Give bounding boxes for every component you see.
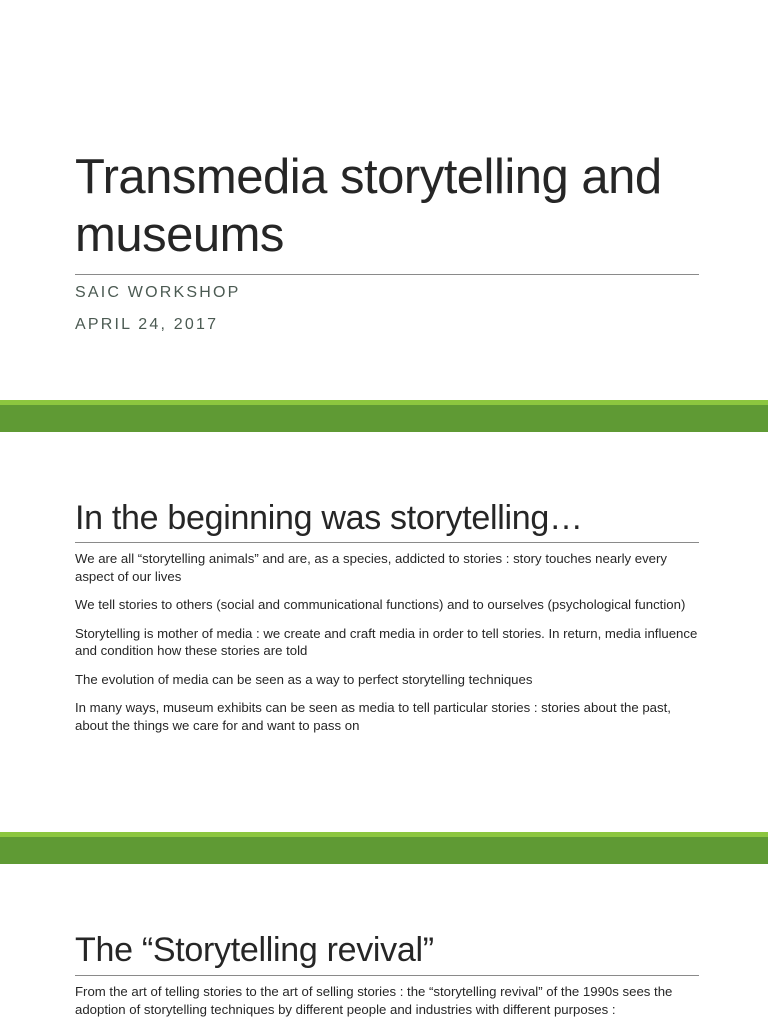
- slide-title: In the beginning was storytelling…: [75, 499, 583, 537]
- content-slide-revival: [0, 864, 768, 1024]
- subtitle-date: APRIL 24, 2017: [75, 316, 219, 333]
- slide-title: The “Storytelling revival”: [75, 931, 434, 969]
- bullet-item: Storytelling is mother of media : we create and craft media in order to tell stories. In return, media influence and condition how these stories are told: [75, 625, 698, 658]
- slide-divider: [0, 400, 768, 432]
- title-slide: [0, 0, 768, 400]
- body-paragraph: From the art of telling stories to the art of selling stories : the “storytelling revival” of the 1990s sees the adoption of storytelling techniques by different people and industries with different purposes :: [75, 984, 673, 1017]
- subtitle-workshop: SAIC WORKSHOP: [75, 284, 241, 301]
- presentation-title: Transmedia storytelling and museums: [75, 150, 662, 262]
- content-slide-beginning: [0, 432, 768, 832]
- slide-divider: [0, 832, 768, 864]
- bullet-item: In many ways, museum exhibits can be seen as media to tell particular stories : stories about the past, about the things we care for and want to pass on: [75, 700, 671, 733]
- bullet-list: [75, 550, 707, 745]
- bullet-item: We are all “storytelling animals” and are, as a species, addicted to stories : story touches nearly every aspect of our lives: [75, 551, 668, 584]
- title-underline: [75, 274, 699, 275]
- title-underline: [75, 975, 699, 976]
- bullet-item: We tell stories to others (social and communicational functions) and to ourselves (psychological function): [75, 597, 686, 612]
- title-underline: [75, 542, 699, 543]
- bullet-item: The evolution of media can be seen as a way to perfect storytelling techniques: [75, 671, 533, 687]
